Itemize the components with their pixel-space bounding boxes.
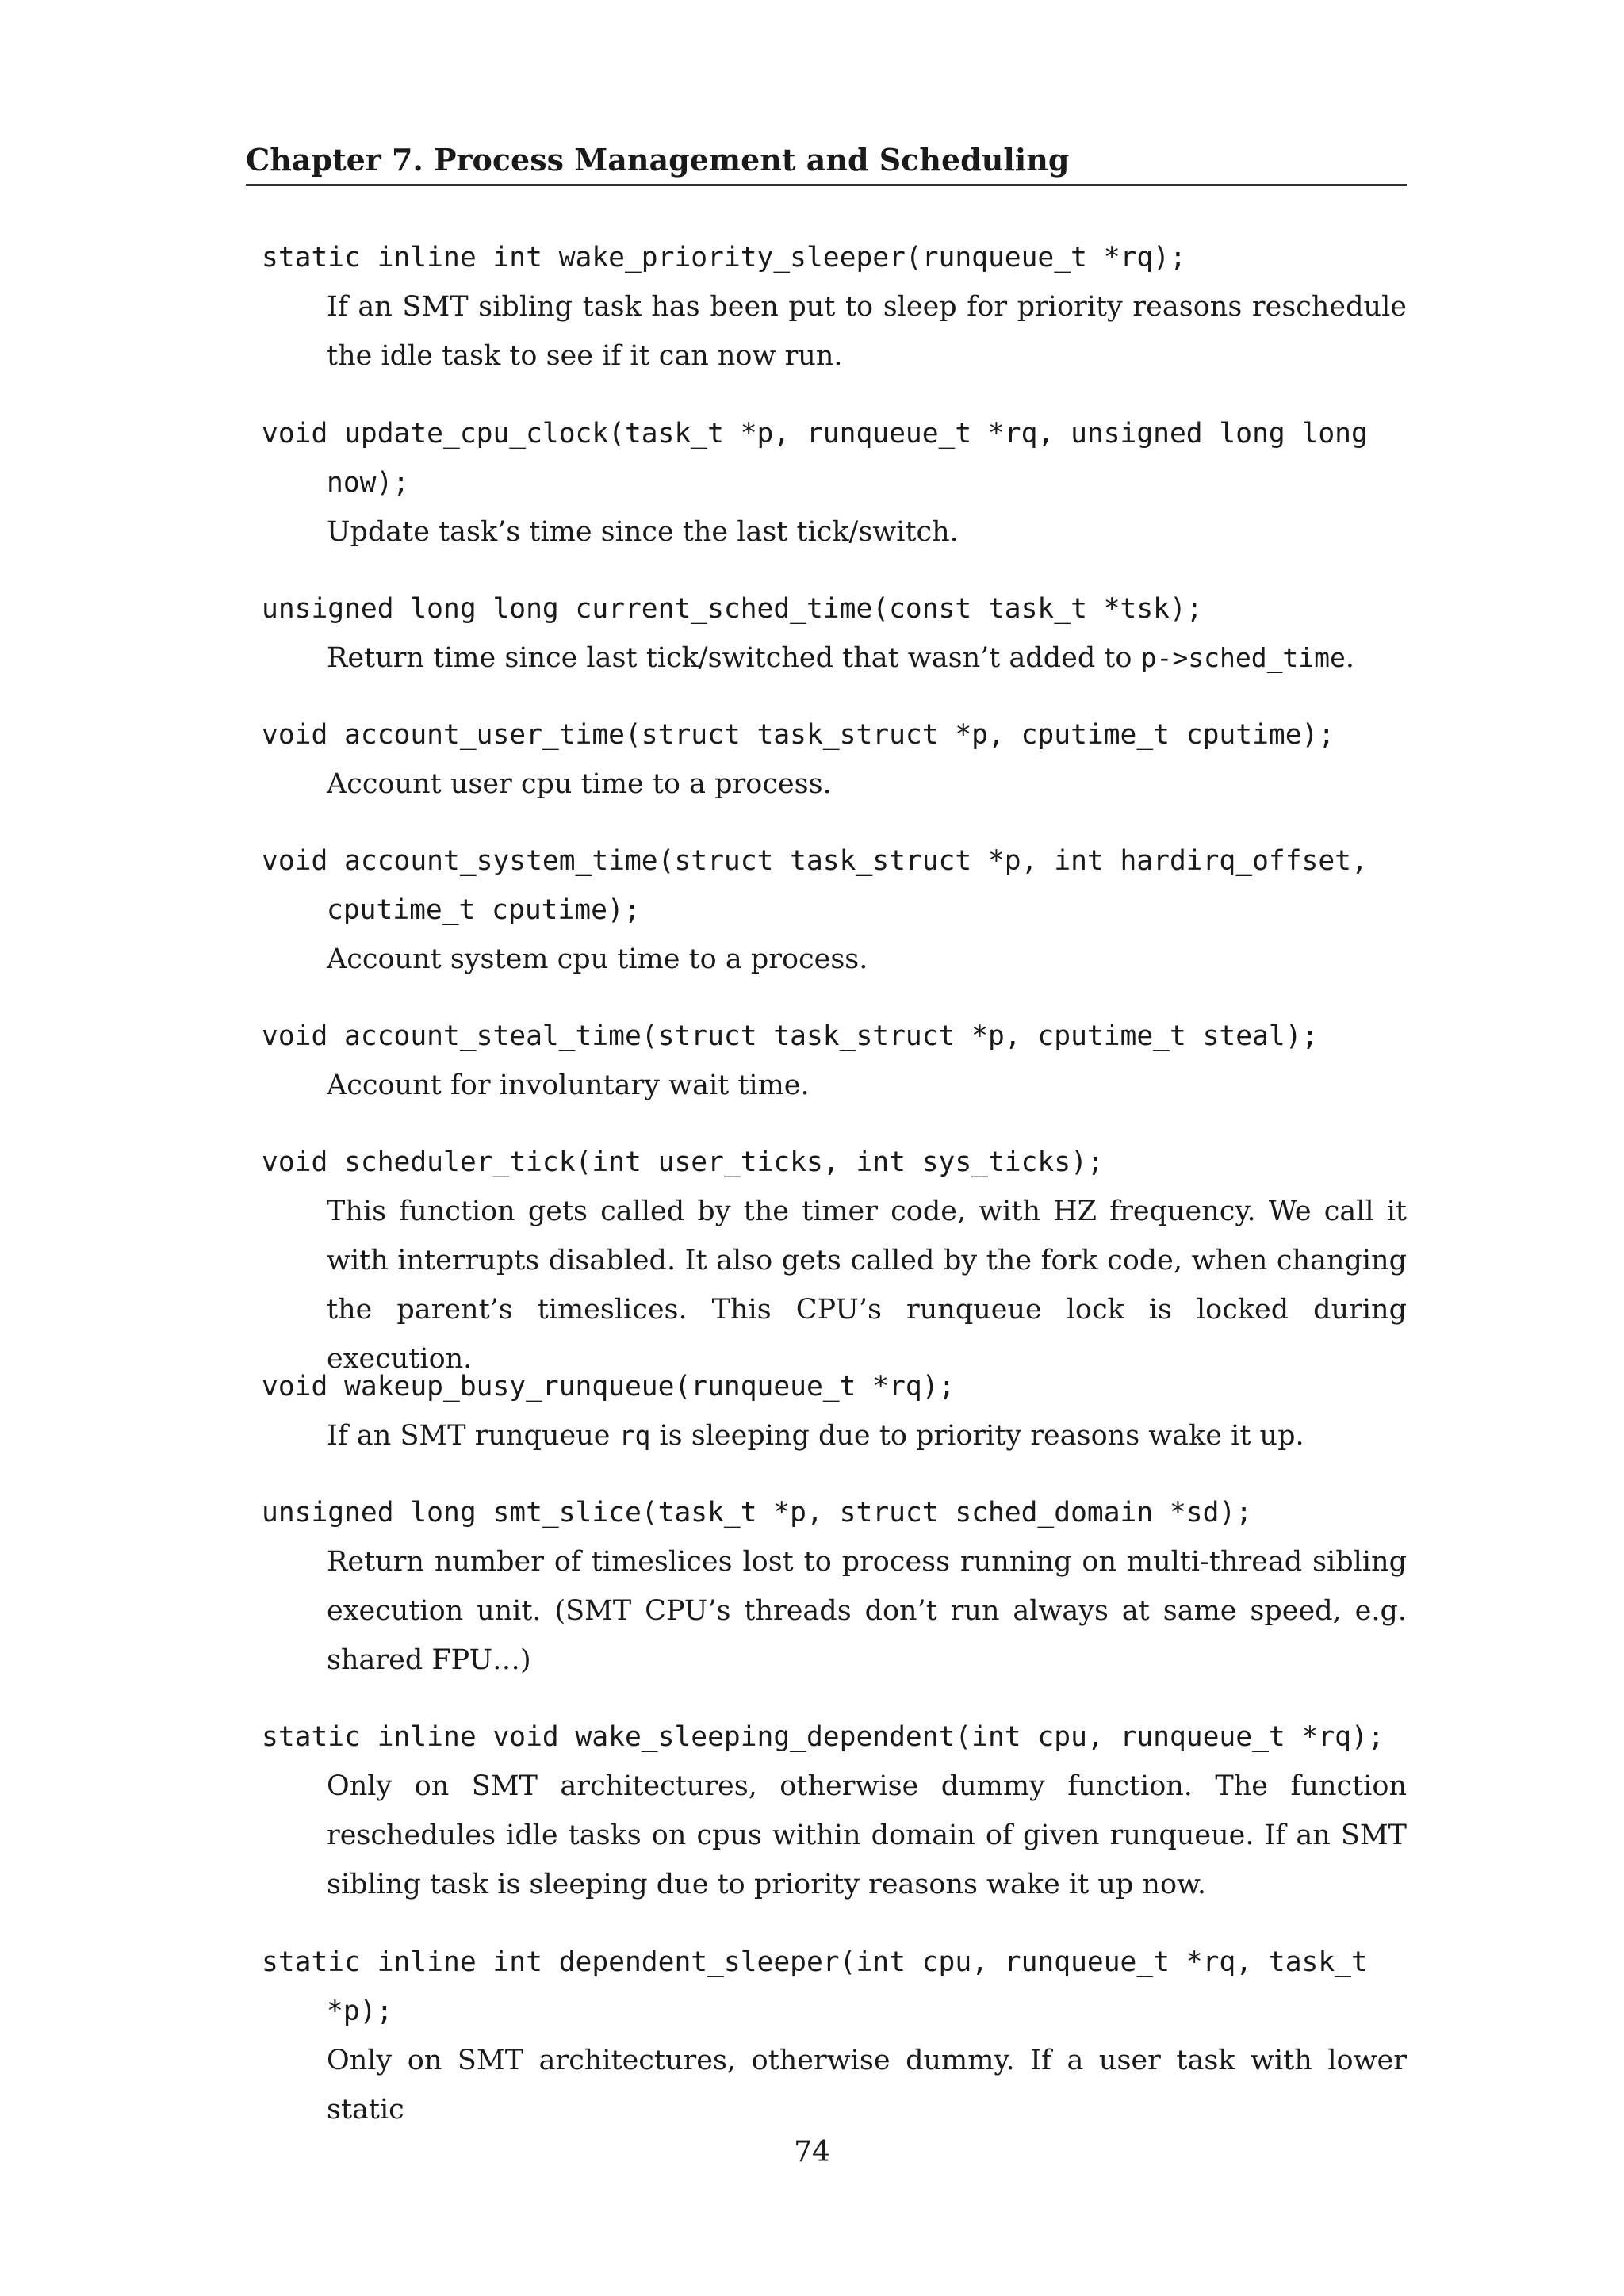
description-text: If an SMT runqueue (327, 1420, 619, 1452)
function-signature: static inline int wake_priority_sleeper(runqueue_t *rq); (262, 242, 1186, 274)
function-description: Only on SMT architectures, otherwise dummy function. The function reschedules idle tasks on cpus within domain of given runqueue. If an SMT sibling task is sleeping due to priority reasons wake it up now. (327, 1770, 1407, 1900)
description-text: is sleeping due to priority reasons wake it up. (650, 1420, 1304, 1452)
function-description: Return number of timeslices lost to process running on multi-thread sibling execution unit. (SMT CPU’s threads don’t run always at same speed, e.g. shared FPU…) (327, 1546, 1407, 1676)
function-signature: void wakeup_busy_runqueue(runqueue_t *rq); (262, 1371, 956, 1402)
function-signature: void scheduler_tick(int user_ticks, int sys_ticks); (262, 1146, 1104, 1178)
function-description: Only on SMT architectures, otherwise dummy. If a user task with lower static (327, 2045, 1407, 2126)
function-signature: static inline void wake_sleeping_dependent(int cpu, runqueue_t *rq); (262, 1721, 1385, 1753)
function-description (327, 633, 1407, 683)
function-description: Account user cpu time to a process. (327, 768, 832, 800)
function-signature: unsigned long long current_sched_time(const task_t *tsk); (262, 593, 1203, 625)
function-signature: unsigned long smt_slice(task_t *p, struct sched_domain *sd); (262, 1497, 1253, 1529)
chapter-title: Chapter 7. Process Management and Scheduling (246, 142, 1070, 178)
inline-code: p->sched_time (1140, 642, 1346, 673)
function-description: Update task’s time since the last tick/switch. (327, 516, 959, 548)
function-description (327, 1411, 1407, 1460)
description-text: . (1345, 642, 1355, 674)
function-signature: void account_system_time(struct task_struct *p, int hardirq_offset, (262, 845, 1368, 877)
function-signature: void update_cpu_clock(task_t *p, runqueue_t *rq, unsigned long long (262, 418, 1368, 450)
function-description: Account system cpu time to a process. (327, 943, 868, 975)
page-number: 74 (794, 2136, 830, 2168)
function-signature: static inline int dependent_sleeper(int cpu, runqueue_t *rq, task_t (262, 1946, 1368, 1978)
function-description: This function gets called by the timer code, with HZ frequency. We call it with interrupts disabled. It also gets called by the fork code, when changing the parent’s timeslices. This CPU’s runqueue lock is locked during execution. (327, 1196, 1407, 1375)
running-header (246, 140, 1407, 186)
function-signature-continuation: *p); (327, 1996, 393, 2027)
function-signature-continuation: cputime_t cputime); (327, 894, 641, 926)
function-description: Account for involuntary wait time. (327, 1070, 810, 1101)
inline-code: rq (619, 1420, 651, 1451)
function-signature: void account_user_time(struct task_struct *p, cputime_t cputime); (262, 719, 1335, 751)
function-signature-continuation: now); (327, 467, 410, 499)
function-description: If an SMT sibling task has been put to sleep for priority reasons reschedule the idle task to see if it can now run. (327, 291, 1407, 372)
description-text: Return time since last tick/switched that wasn’t added to (327, 642, 1141, 674)
function-signature: void account_steal_time(struct task_struct *p, cputime_t steal); (262, 1020, 1319, 1052)
